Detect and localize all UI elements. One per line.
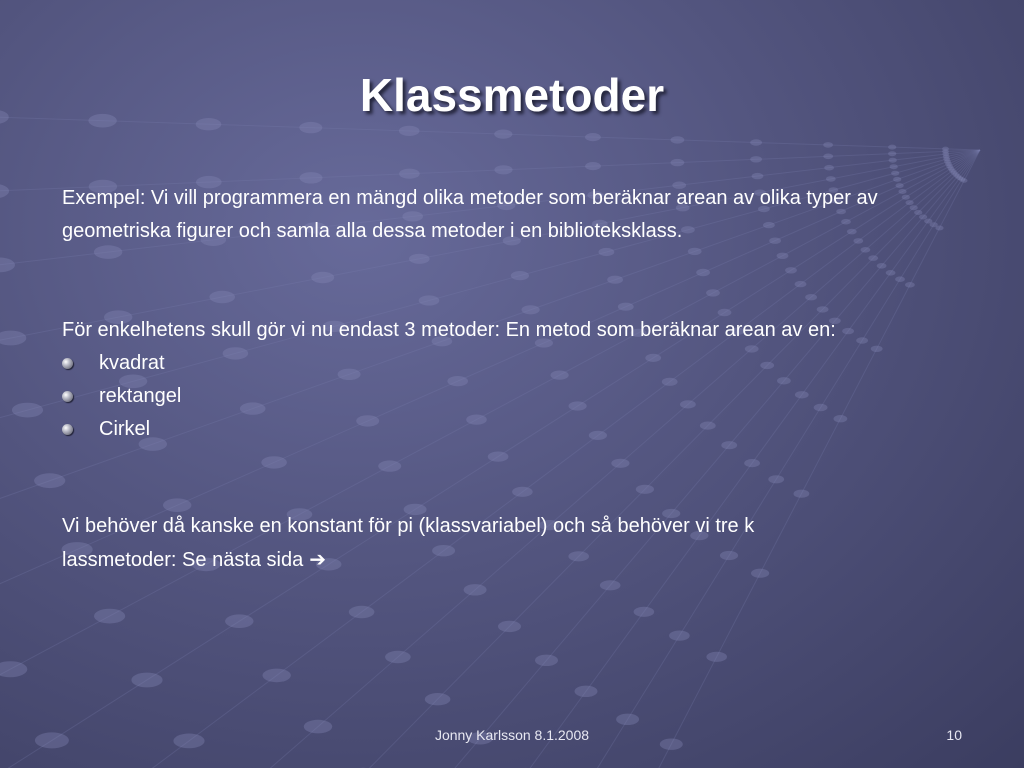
- pattern-dot: [616, 714, 639, 725]
- pattern-dot: [466, 415, 487, 425]
- pattern-dot: [721, 441, 737, 449]
- slide-title: Klassmetoder: [359, 69, 665, 121]
- methods-intro: För enkelhetens skull gör vi nu endast 3 metoder: En metod som beräknar arean av en:: [62, 319, 836, 341]
- pattern-dot: [498, 621, 521, 632]
- pattern-dot: [760, 362, 774, 369]
- pattern-dot: [551, 371, 569, 380]
- pattern-dot: [888, 151, 896, 156]
- intro-paragraph: Exempel: Vi vill programmera en mängd olika metoder som beräknar arean av olika typer av geometriska figurer och samla alla dessa metoder i en biblioteksklass.: [62, 187, 878, 242]
- pattern-dot: [618, 303, 634, 311]
- pattern-dot: [750, 156, 762, 162]
- pattern-dot: [349, 606, 375, 618]
- pattern-dot: [752, 173, 764, 179]
- pattern-dot: [744, 459, 760, 467]
- pattern-dot: [777, 377, 791, 384]
- pattern-dot: [585, 133, 601, 141]
- pattern-dot: [34, 473, 65, 488]
- pattern-dot: [447, 376, 468, 386]
- pattern-dot: [871, 346, 883, 352]
- pattern-dot: [223, 347, 249, 359]
- constant-paragraph: [62, 510, 982, 577]
- pattern-dot: [425, 693, 451, 705]
- bullet-icon: [62, 391, 73, 402]
- pattern-dot: [750, 139, 762, 145]
- pattern-dot: [856, 337, 868, 343]
- pattern-dot: [0, 331, 26, 346]
- pattern-dot: [636, 485, 654, 494]
- pattern-dot: [299, 122, 322, 133]
- pattern-dot: [589, 431, 607, 440]
- pattern-dot: [777, 253, 789, 259]
- pattern-dot: [671, 159, 685, 166]
- pattern-dot: [494, 165, 512, 174]
- footer-author-date: Jonny Karlsson 8.1.2008: [434, 727, 590, 743]
- bullet-icon: [62, 424, 73, 435]
- pattern-dot: [942, 147, 949, 151]
- pattern-dot: [795, 281, 807, 287]
- pattern-dot: [338, 369, 361, 380]
- shape-list: [62, 347, 181, 446]
- pattern-dot: [607, 276, 623, 284]
- pattern-dot: [795, 391, 809, 398]
- pattern-dot: [785, 267, 797, 273]
- pattern-dot: [877, 263, 887, 269]
- pattern-dot: [895, 276, 905, 282]
- pattern-dot: [385, 651, 411, 663]
- pattern-dot: [225, 614, 253, 628]
- pattern-dot: [240, 402, 266, 414]
- pattern-dot: [512, 487, 533, 497]
- pattern-dot: [464, 584, 487, 595]
- pattern-dot: [131, 673, 162, 688]
- pattern-dot: [834, 415, 848, 422]
- pattern-dot: [823, 142, 833, 148]
- pattern-dot: [261, 456, 287, 468]
- pattern-dot: [569, 401, 587, 410]
- constant-paragraph-line1: Vi behöver då kanske en konstant för pi (klassvariabel) och så behöver vi tre k: [62, 515, 755, 537]
- pattern-dot: [662, 378, 678, 386]
- pattern-dot: [0, 258, 15, 273]
- pattern-dot: [889, 158, 897, 163]
- pattern-dot: [823, 154, 833, 160]
- constant-paragraph-line2: [62, 543, 982, 577]
- list-item: [62, 380, 181, 413]
- pattern-dot: [688, 248, 702, 255]
- pattern-dot: [826, 176, 836, 182]
- pattern-dot: [94, 609, 125, 624]
- pattern-dot: [669, 631, 690, 641]
- pattern-dot: [611, 459, 629, 468]
- pattern-dot: [706, 652, 727, 662]
- pattern-dot: [696, 269, 710, 276]
- list-item-label: rektangel: [99, 385, 182, 407]
- next-page-text: lassmetoder: Se nästa sida: [62, 549, 304, 571]
- list-item: [62, 413, 181, 446]
- pattern-dot: [814, 404, 828, 411]
- pattern-dot: [700, 422, 716, 430]
- list-item: [62, 347, 181, 380]
- page-number: 10: [946, 727, 962, 743]
- pattern-dot: [671, 136, 685, 143]
- pattern-dot: [399, 169, 420, 179]
- pattern-dot: [645, 354, 661, 362]
- pattern-dot: [575, 686, 598, 697]
- pattern-dot: [0, 184, 9, 199]
- pattern-dot: [600, 580, 621, 590]
- arrow-right-icon: ➔: [309, 547, 327, 571]
- pattern-dot: [817, 306, 829, 312]
- pattern-dot: [585, 162, 601, 170]
- pattern-dot: [511, 271, 529, 280]
- list-item-label: Cirkel: [99, 418, 151, 440]
- pattern-dot: [768, 475, 784, 483]
- bullet-icon: [62, 358, 73, 369]
- pattern-dot: [905, 282, 915, 288]
- pattern-dot: [680, 400, 696, 408]
- list-item-label: kvadrat: [99, 352, 165, 374]
- pattern-dot: [805, 294, 817, 300]
- pattern-dot: [706, 289, 720, 296]
- pattern-dot: [599, 248, 615, 256]
- pattern-dot: [12, 403, 43, 418]
- pattern-dot: [0, 661, 27, 677]
- pattern-dot: [409, 254, 430, 264]
- pattern-dot: [842, 328, 854, 334]
- pattern-dot: [886, 270, 896, 276]
- pattern-dot: [488, 452, 509, 462]
- pattern-dot: [263, 669, 291, 683]
- pattern-dot: [356, 415, 379, 426]
- pattern-dot: [794, 490, 810, 498]
- pattern-dot: [419, 295, 440, 305]
- pattern-dot: [378, 460, 401, 471]
- pattern-dot: [868, 255, 878, 261]
- pattern-dot: [535, 655, 558, 666]
- pattern-dot: [399, 126, 420, 136]
- pattern-dot: [494, 130, 512, 139]
- pattern-dot: [209, 291, 235, 303]
- pattern-dot: [891, 171, 899, 176]
- pattern-dot: [890, 164, 898, 169]
- pattern-dot: [311, 272, 334, 283]
- pattern-dot: [824, 165, 834, 171]
- pattern-dot: [888, 145, 896, 150]
- pattern-dot: [634, 607, 655, 617]
